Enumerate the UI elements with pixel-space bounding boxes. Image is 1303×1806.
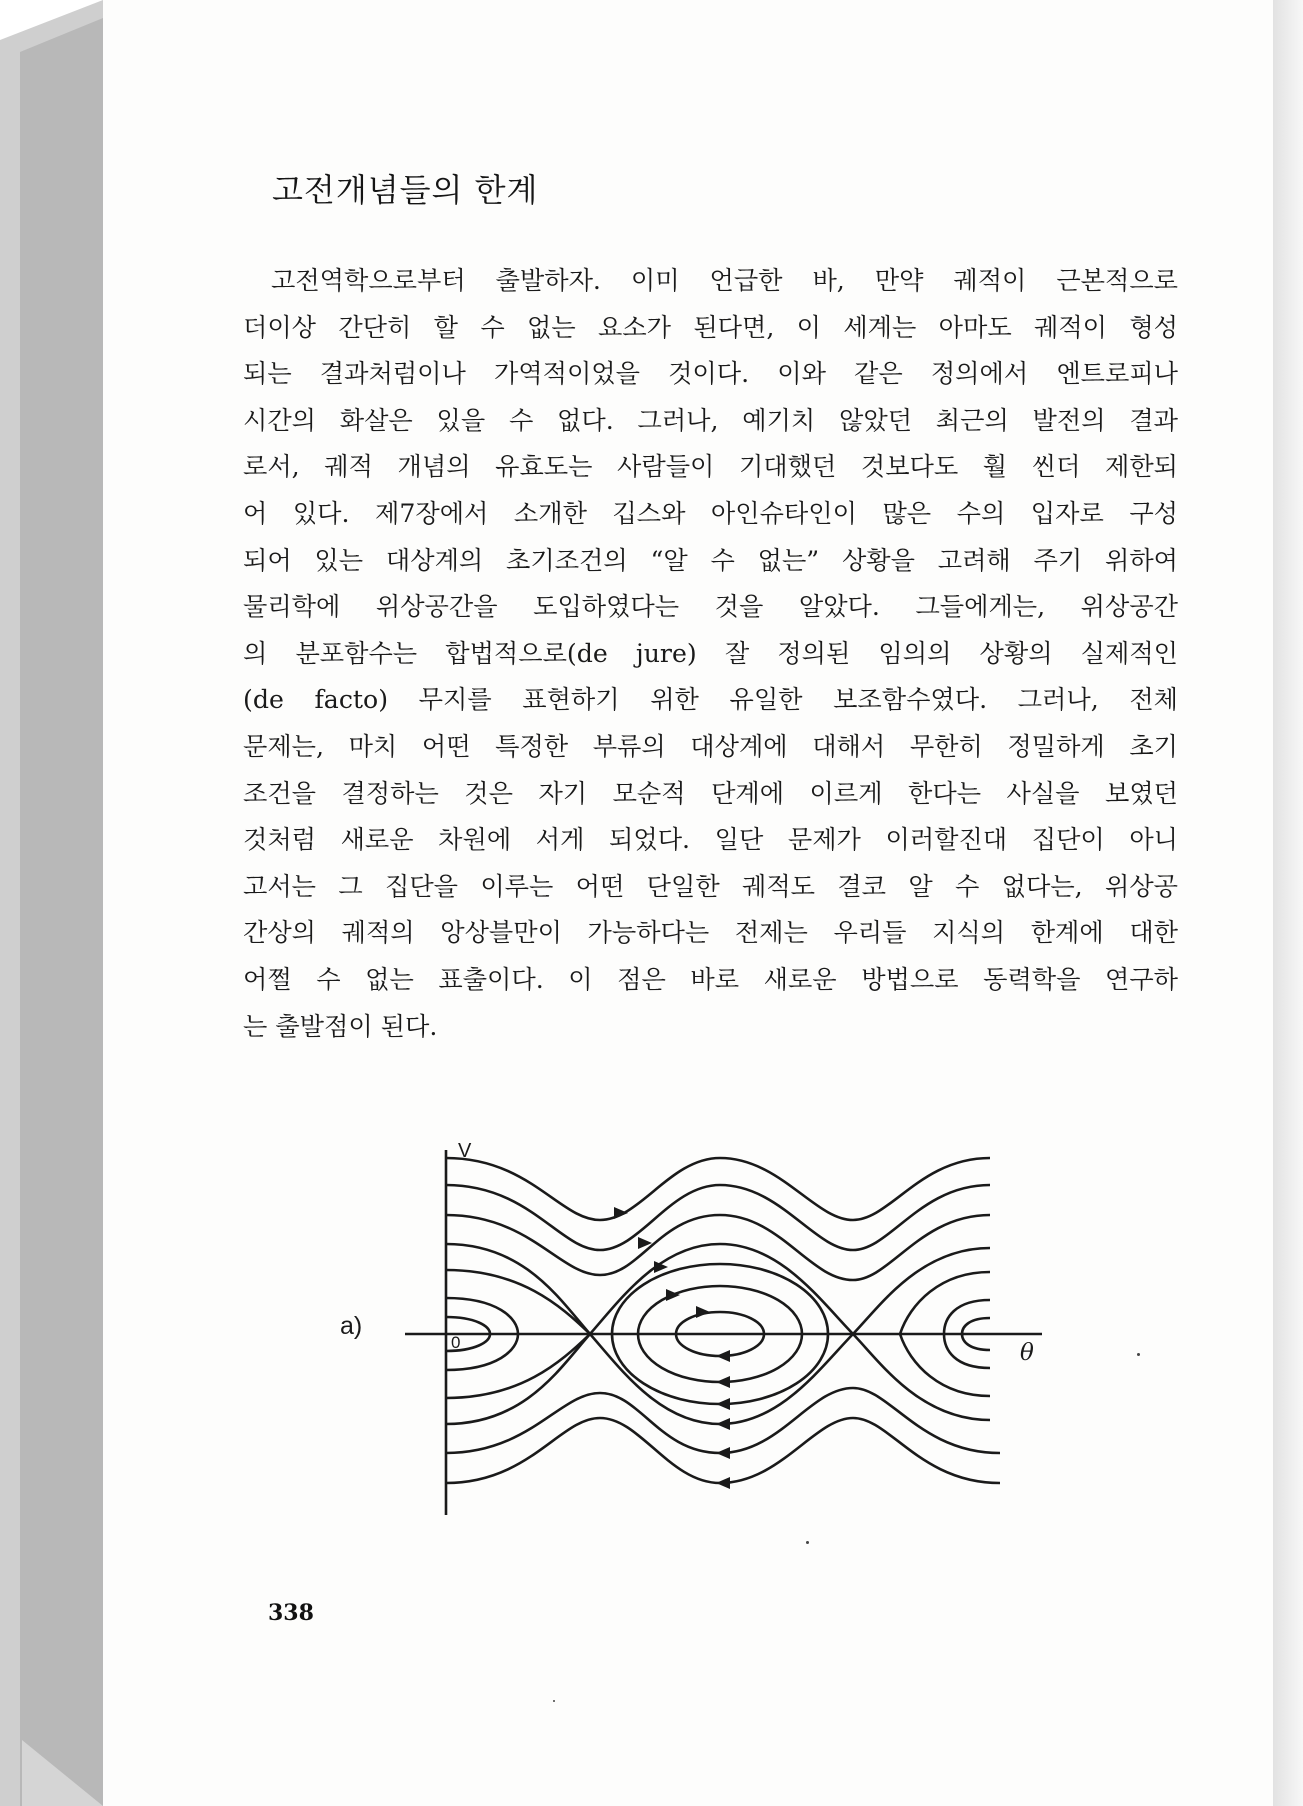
scan-speck — [1137, 1353, 1140, 1356]
rotation-trajectory-upper — [446, 1185, 990, 1250]
paragraph-line: 문제는, 마치 어떤 특정한 부류의 대상계에 대해서 무한히 정밀하게 초기 — [243, 731, 1178, 761]
scan-speck — [806, 1541, 809, 1544]
paragraph-line: 물리학에 위상공간을 도입하였다는 것을 알았다. 그들에게는, 위상공간 — [243, 592, 1178, 622]
paragraph-line: 로서, 궤적 개념의 유효도는 사람들이 기대했던 것보다도 훨 씬더 제한되 — [243, 452, 1178, 482]
section-heading: 고전개념들의 한계 — [272, 171, 539, 209]
flow-arrow-right — [666, 1289, 680, 1301]
flow-arrow-left — [716, 1418, 730, 1430]
paragraph-line: 시간의 화살은 있을 수 없다. 그러나, 예기치 않았던 최근의 발전의 결과 — [243, 405, 1178, 435]
page-number: 338 — [268, 1600, 314, 1626]
paragraph-line: 어 있다. 제7장에서 소개한 깁스와 아인슈타인이 많은 수의 입자로 구성 — [243, 498, 1178, 528]
flow-arrow-left — [716, 1447, 730, 1459]
paragraph-line: 고서는 그 집단을 이루는 어떤 단일한 궤적도 결코 알 수 없다는, 위상공 — [243, 871, 1178, 901]
paragraph-line: 간상의 궤적의 앙상블만이 가능하다는 전제는 우리들 지식의 한계에 대한 — [243, 918, 1178, 948]
flow-arrow-left — [716, 1398, 730, 1410]
paragraph-line: 것처럼 새로운 차원에 서게 되었다. 일단 문제가 이러할진대 집단이 아니 — [243, 825, 1178, 855]
paragraph-line: 더이상 간단히 할 수 없는 요소가 된다면, 이 세계는 아마도 궤적이 형성 — [243, 312, 1178, 342]
paragraph-line: 조건을 결정하는 것은 자기 모순적 단계에 이르게 한다는 사실을 보였던 — [243, 778, 1178, 808]
flow-arrow-left — [716, 1376, 730, 1388]
axis-label-vertical: V — [458, 1140, 472, 1162]
paragraph-line: (de facto) 무지를 표현하기 위한 유일한 보조함수였다. 그러나, 전체 — [243, 685, 1178, 715]
flow-arrow-right — [614, 1207, 628, 1219]
paragraph-line: 의 분포함수는 합법적으로(de jure) 잘 정의된 임의의 상황의 실제적인 — [243, 638, 1178, 668]
paragraph-line: 고전역학으로부터 출발하자. 이미 언급한 바, 만약 궤적이 근본적으로 — [271, 266, 1178, 295]
scan-speck — [553, 1700, 555, 1702]
flow-arrow-left — [716, 1477, 730, 1489]
origin-label: 0 — [451, 1333, 461, 1352]
figure-label: a) — [340, 1312, 363, 1340]
flow-arrow-left — [716, 1350, 730, 1362]
axis-label-horizontal: θ — [1020, 1340, 1034, 1366]
paragraph-line: 되어 있는 대상계의 초기조건의 “알 수 없는” 상황을 고려해 주기 위하여 — [243, 545, 1178, 575]
paragraph-line: 는 출발점이 된다. — [243, 1011, 438, 1041]
paragraph-line: 되는 결과처럼이나 가역적이었을 것이다. 이와 같은 정의에서 엔트로피나 — [243, 359, 1178, 389]
paragraph-line: 어쩔 수 없는 표출이다. 이 점은 바로 새로운 방법으로 동력학을 연구하 — [243, 964, 1178, 994]
flow-arrow-right — [696, 1306, 710, 1318]
